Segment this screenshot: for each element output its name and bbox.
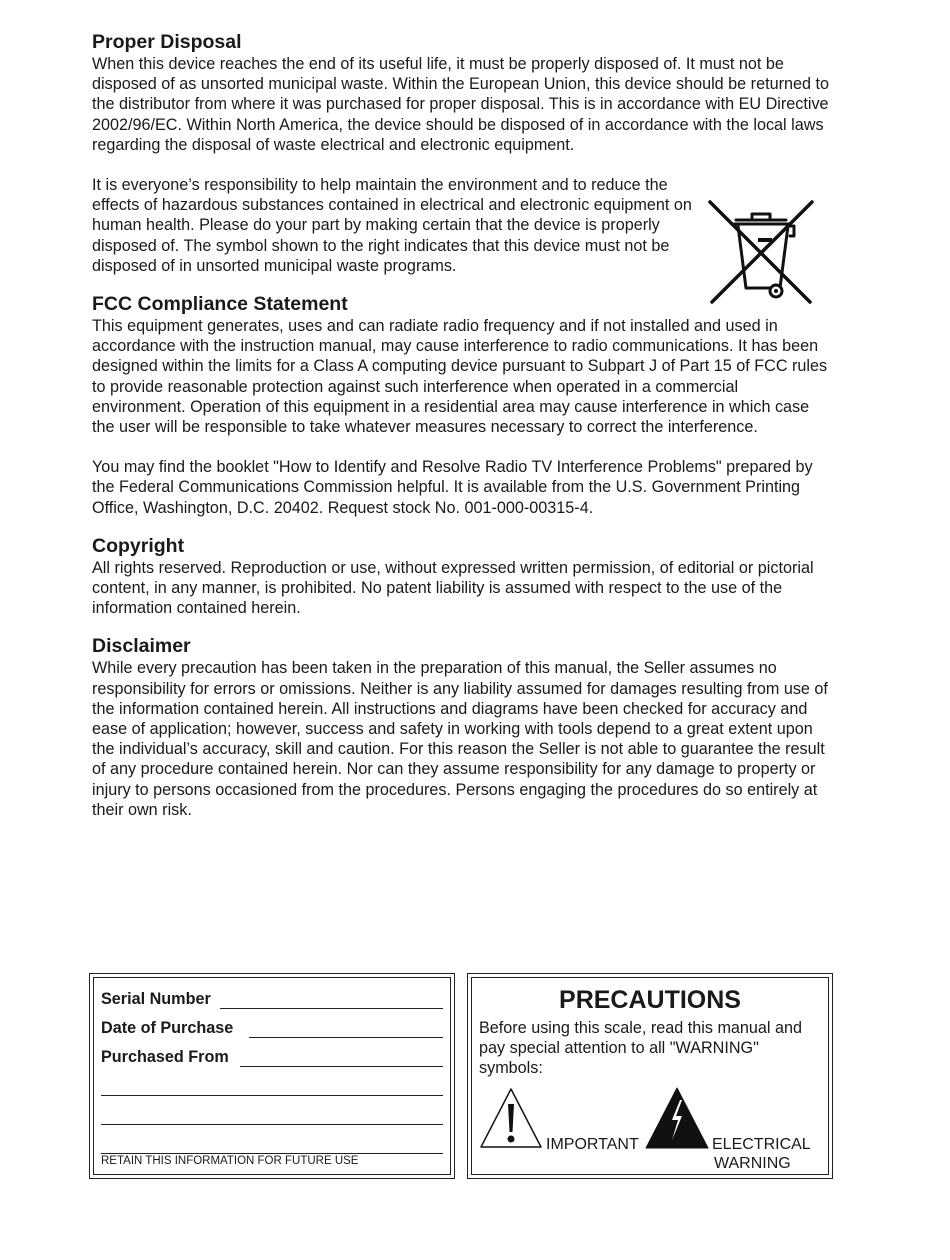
date-of-purchase-line	[249, 1037, 443, 1038]
precautions-box	[467, 973, 833, 1179]
proper-disposal-heading: Proper Disposal	[92, 31, 242, 53]
copyright-paragraph: All rights reserved. Reproduction or use, without expressed written permission, of editorial or pictorial content, in any manner, is prohibited. No patent liability is assumed with respect to the use of the information contained herein.	[92, 558, 814, 618]
precautions-text: Before using this scale, read this manual and pay special attention to all "WARNING" symbols:	[479, 1019, 803, 1078]
proper-disposal-paragraph-1: When this device reaches the end of its useful life, it must be properly disposed of. It must not be disposed of as unsorted municipal waste. Within the European Union, this device should be returned to the distributor from where it was purchased for proper disposal. This is in accordance with EU Directive 2002/96/EC. Within North America, the device should be disposed of in accordance with the local laws regarding the disposal of waste electrical and electronic equipment.	[92, 55, 829, 154]
blank-line	[101, 1124, 443, 1125]
disclaimer-paragraph: While every precaution has been taken in the preparation of this manual, the Seller assumes no responsibility for errors or omissions. Neither is any liability assumed for damages resulting from use of the information contained herein. All instructions and diagrams have been checked for accuracy and ease of application; however, success and safety in working with tools depend to a great extent upon the individual’s accuracy, skill and caution. For this reason the Seller is not able to guarantee the result of any procedure contained herein. Nor can they assume responsibility for any damage to property or injury to persons occasioned from the procedures. Persons engaging the procedures do so entirely at their own risk.	[92, 659, 828, 819]
serial-number-label: Serial Number	[101, 990, 211, 1008]
fcc-heading: FCC Compliance Statement	[92, 293, 348, 316]
fcc-paragraph-1: This equipment generates, uses and can radiate radio frequency and if not installed and used in accordance with the instruction manual, may cause interference to radio communications. It has been designed within the limits for a Class A computing device pursuant to Subpart J of Part 15 of FCC rules to provide reasonable protection against such interference when operated in a commercial environment. Operation of this equipment in a residential area may cause interference in which case the user will be responsible to take whatever measures necessary to correct the interference.	[92, 317, 828, 437]
blank-line	[101, 1153, 443, 1154]
fcc-paragraph-2: You may find the booklet "How to Identify and Resolve Radio TV Interference Problems" prepared by the Federal Communications Commission helpful. It is available from the U.S. Government Printing Office, Washington, D.C. 20402. Request stock No. 001-000-00315-4.	[92, 458, 813, 517]
retain-note: RETAIN THIS INFORMATION FOR FUTURE USE	[101, 1155, 359, 1167]
date-of-purchase-label: Date of Purchase	[101, 1019, 234, 1037]
proper-disposal-paragraph-2: It is everyone’s responsibility to help maintain the environment and to reduce the effects of hazardous substances contained in electrical and electronic equipment on human health. Please do your part by making certain that the device is properly disposed of. The symbol shown to the right indicates that this device must not be disposed of in unsorted municipal waste programs.	[92, 176, 692, 275]
manual-page	[92, 30, 832, 820]
purchased-from-line	[240, 1066, 443, 1067]
crossed-out-bin-icon	[706, 196, 816, 308]
electrical-label: ELECTRICAL	[712, 1136, 811, 1153]
warning-label: WARNING	[714, 1155, 791, 1172]
blank-line	[101, 1095, 443, 1096]
purchased-from-label: Purchased From	[101, 1048, 229, 1066]
important-label: IMPORTANT	[546, 1136, 639, 1153]
purchase-record-box	[89, 973, 455, 1179]
precautions-title: PRECAUTIONS	[559, 986, 741, 1014]
exclamation-triangle-icon	[478, 1086, 544, 1150]
disclaimer-heading: Disclaimer	[92, 635, 191, 658]
serial-number-line	[220, 1008, 443, 1009]
copyright-heading: Copyright	[92, 534, 185, 557]
lightning-triangle-icon	[644, 1086, 710, 1150]
